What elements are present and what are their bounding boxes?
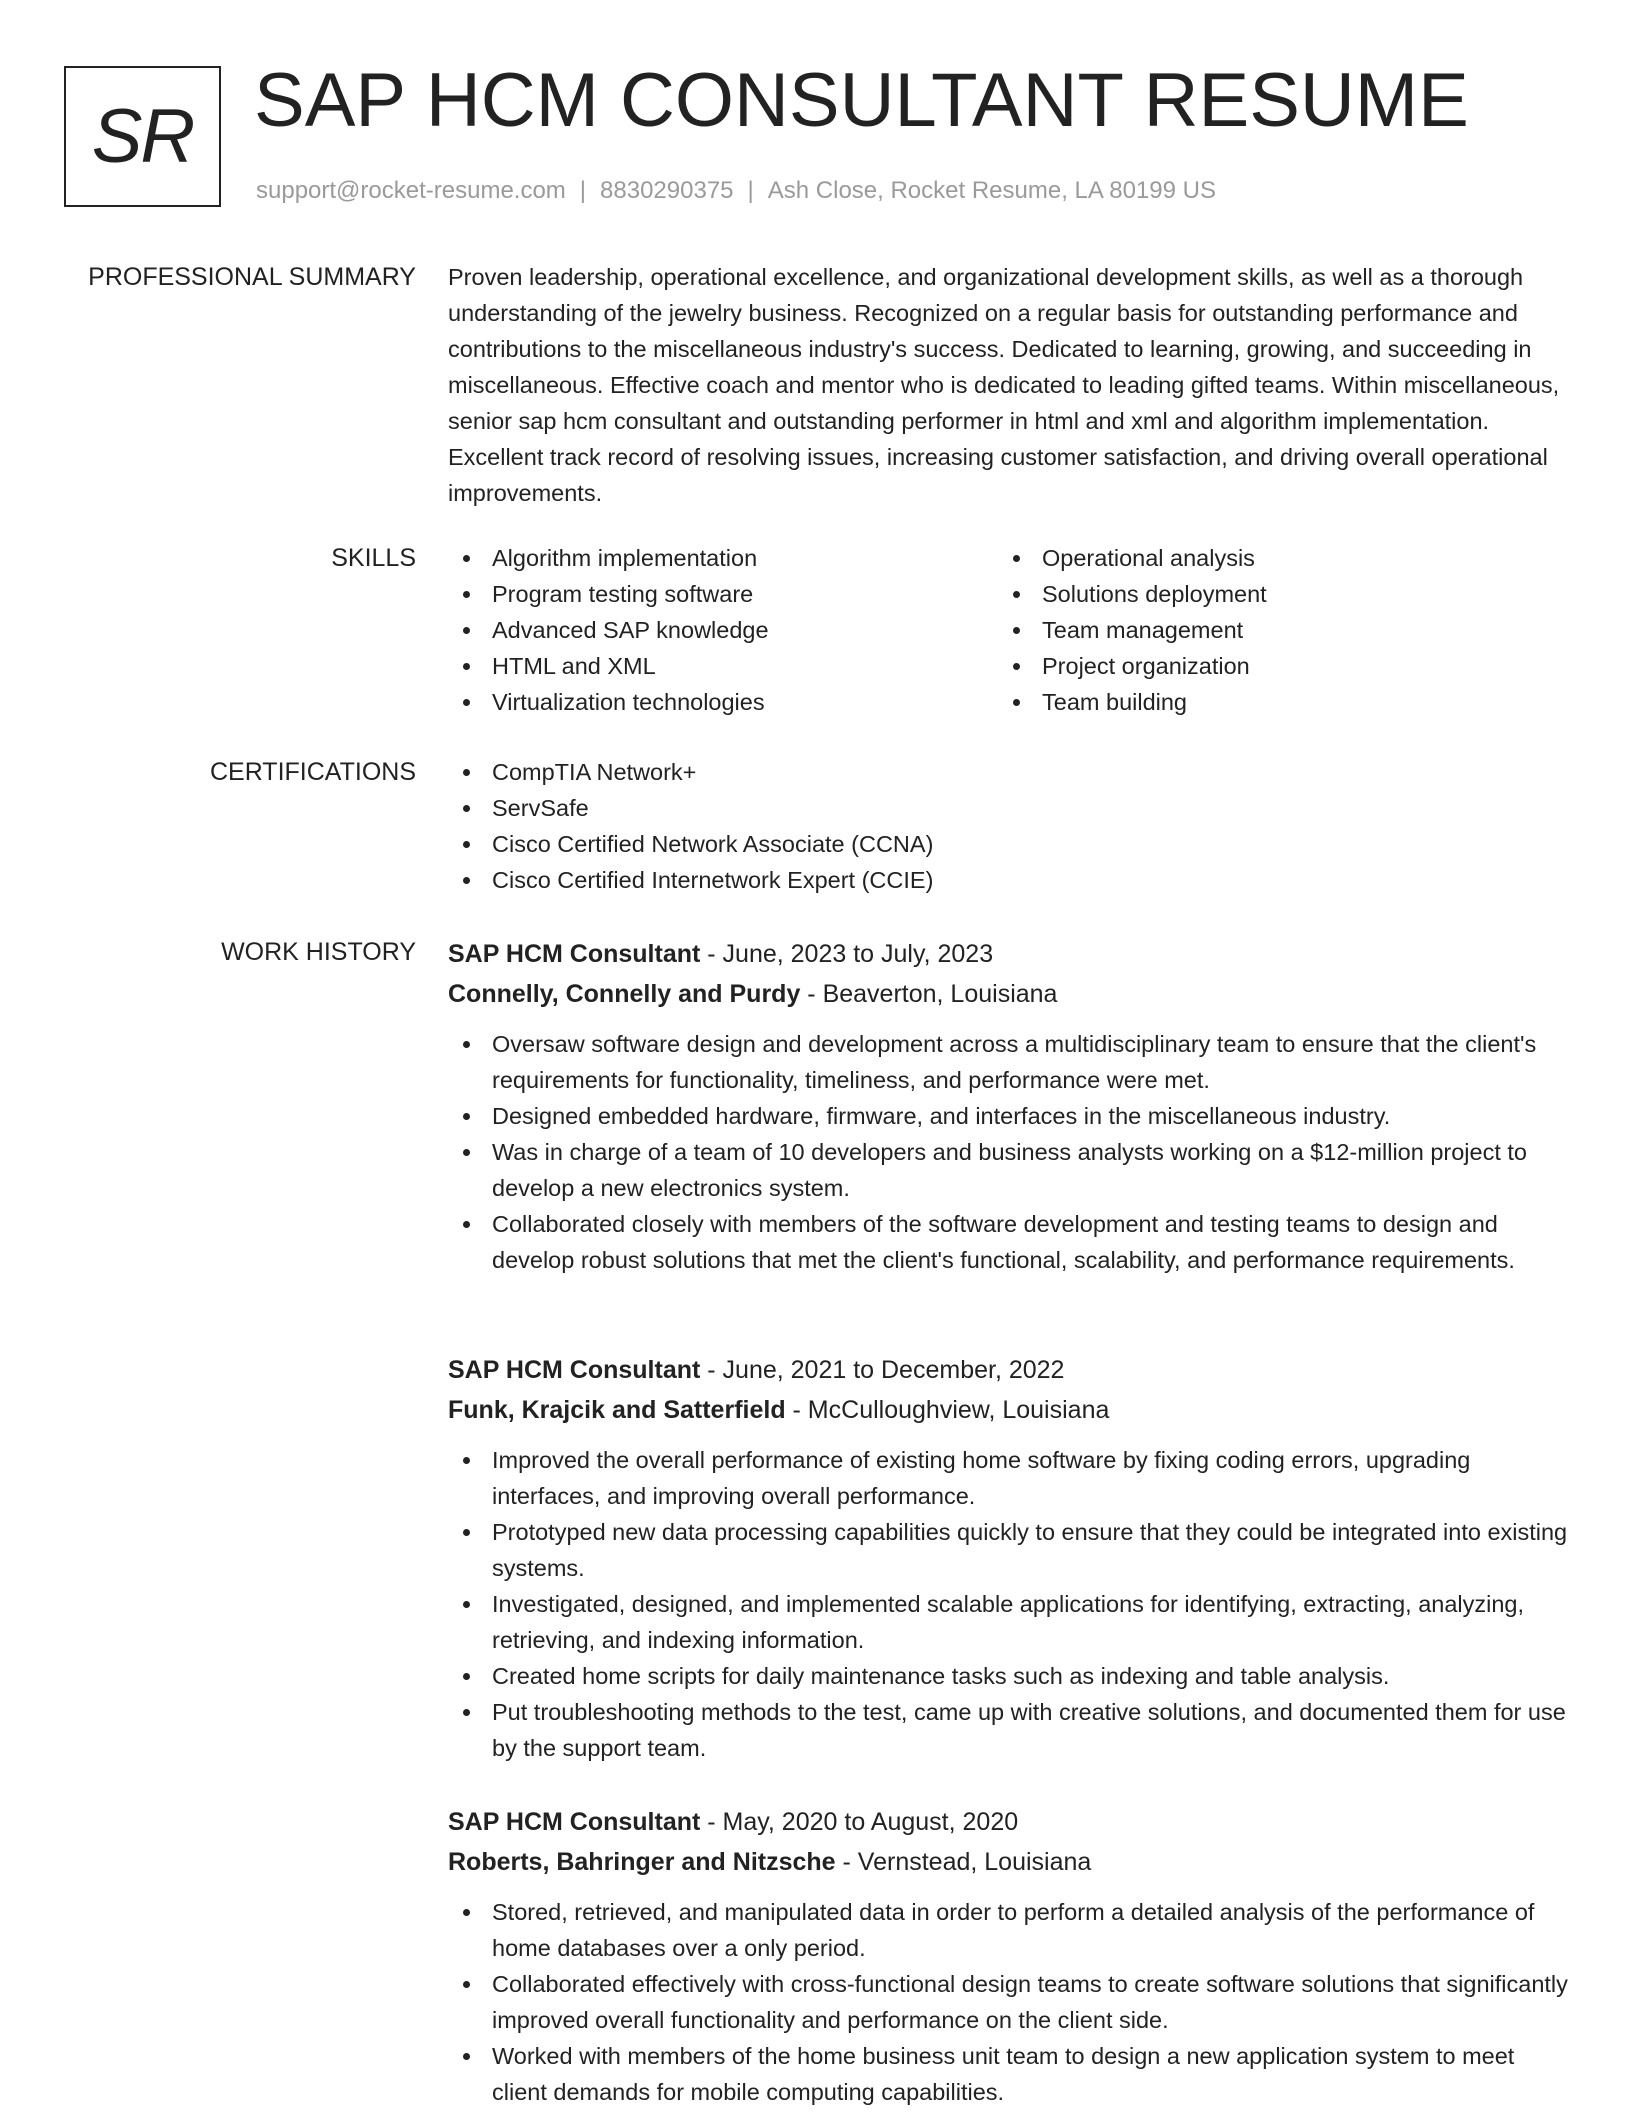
certification-item: Cisco Certified Internetwork Expert (CCIE) xyxy=(448,862,1568,898)
job-company-line xyxy=(448,974,1568,1014)
skills-body xyxy=(448,540,1568,720)
job-entry xyxy=(448,934,1568,1278)
skill-item: Virtualization technologies xyxy=(448,684,998,720)
skill-item: HTML and XML xyxy=(448,648,998,684)
section-heading-skills: SKILLS xyxy=(331,544,416,572)
contact-email[interactable]: support@rocket-resume.com xyxy=(256,177,566,204)
job-title: SAP HCM Consultant xyxy=(448,940,701,968)
job-bullet: Collaborated closely with members of the software development and testing teams to design and develop robust solutions that met the client's functional, scalability, and performance requirements. xyxy=(448,1206,1568,1278)
contact-separator: | xyxy=(747,177,754,204)
job-bullet: Prototyped new data processing capabilities quickly to ensure that they could be integrated into existing systems. xyxy=(448,1514,1568,1586)
section-heading-work-history: WORK HISTORY xyxy=(221,938,416,966)
contact-separator: | xyxy=(579,177,587,204)
job-bullets xyxy=(448,1026,1568,1278)
contact-address: Ash Close, Rocket Resume, LA 80199 US xyxy=(767,177,1216,204)
contact-line xyxy=(256,176,1216,206)
skill-item: Team building xyxy=(998,684,1548,720)
job-company: Connelly, Connelly and Purdy xyxy=(448,980,801,1008)
job-title: SAP HCM Consultant xyxy=(448,1808,701,1836)
section-heading-certifications: CERTIFICATIONS xyxy=(209,758,416,786)
job-location: - Beaverton, Louisiana xyxy=(800,980,1058,1008)
skill-item: Program testing software xyxy=(448,576,998,612)
job-bullets xyxy=(448,1894,1568,2110)
monogram-logo: SR xyxy=(64,66,221,207)
skills-list-right xyxy=(998,540,1548,720)
job-bullet: Created home scripts for daily maintenance tasks such as indexing and table analysis. xyxy=(448,1658,1568,1694)
contact-phone[interactable]: 8830290375 xyxy=(600,177,734,204)
job-bullet: Investigated, designed, and implemented scalable applications for identifying, extracting, analyzing, retrieving, and indexing information. xyxy=(448,1586,1568,1658)
job-company: Funk, Krajcik and Satterfield xyxy=(448,1396,786,1424)
skill-item: Operational analysis xyxy=(998,540,1548,576)
job-bullet: Put troubleshooting methods to the test, came up with creative solutions, and documented them for use by the support team. xyxy=(448,1694,1568,1766)
job-title-line xyxy=(448,1802,1568,1842)
section-heading-summary: PROFESSIONAL SUMMARY xyxy=(88,263,416,291)
certifications-body xyxy=(448,754,1568,898)
job-title-line xyxy=(448,934,1568,974)
skill-item: Algorithm implementation xyxy=(448,540,998,576)
job-bullet: Oversaw software design and development across a multidisciplinary team to ensure that the client's requirements for functionality, timeliness, and performance were met. xyxy=(448,1026,1568,1098)
certification-item: CompTIA Network+ xyxy=(448,754,1568,790)
job-company: Roberts, Bahringer and Nitzsche xyxy=(448,1848,836,1876)
job-title-line xyxy=(448,1350,1568,1390)
skills-list-left xyxy=(448,540,998,720)
skill-item: Advanced SAP knowledge xyxy=(448,612,998,648)
skill-item: Solutions deployment xyxy=(998,576,1548,612)
job-company-line xyxy=(448,1842,1568,1882)
summary-body xyxy=(448,259,1568,511)
job-bullet: Stored, retrieved, and manipulated data in order to perform a detailed analysis of the performance of home databases over a only period. xyxy=(448,1894,1568,1966)
certifications-list xyxy=(448,754,1568,898)
resume-title: SAP HCM CONSULTANT RESUME xyxy=(254,58,1469,143)
job-location: - McCulloughview, Louisiana xyxy=(785,1396,1110,1424)
job-entry xyxy=(448,1350,1568,1766)
job-bullet: Improved the overall performance of existing home software by fixing coding errors, upgrading interfaces, and improving overall performance. xyxy=(448,1442,1568,1514)
certification-item: ServSafe xyxy=(448,790,1568,826)
job-bullet: Collaborated effectively with cross-functional design teams to create software solutions that significantly improved overall functionality and performance on the client side. xyxy=(448,1966,1568,2038)
job-company-line xyxy=(448,1390,1568,1430)
skill-item: Team management xyxy=(998,612,1548,648)
job-location: - Vernstead, Louisiana xyxy=(835,1848,1092,1876)
job-bullets xyxy=(448,1442,1568,1766)
job-entry xyxy=(448,1802,1568,2110)
job-dates: - June, 2021 to December, 2022 xyxy=(700,1356,1065,1384)
summary-text: Proven leadership, operational excellence, and organizational development skills, as well as a thorough understanding of the jewelry business. Recognized on a regular basis for outstanding performance and contributions to the miscellaneous industry's success. Dedicated to learning, growing, and succeeding in miscellaneous. Effective coach and mentor who is dedicated to leading gifted teams. Within miscellaneous, senior sap hcm consultant and outstanding performer in html and xml and algorithm implementation. Excellent track record of resolving issues, increasing customer satisfaction, and driving overall operational improvements. xyxy=(448,264,1560,506)
job-dates: - May, 2020 to August, 2020 xyxy=(700,1808,1019,1836)
job-bullet: Was in charge of a team of 10 developers and business analysts working on a $12-million project to develop a new electronics system. xyxy=(448,1134,1568,1206)
job-bullet: Designed embedded hardware, firmware, and interfaces in the miscellaneous industry. xyxy=(448,1098,1568,1134)
job-dates: - June, 2023 to July, 2023 xyxy=(700,940,994,968)
skill-item: Project organization xyxy=(998,648,1548,684)
job-bullet: Worked with members of the home business unit team to design a new application system to meet client demands for mobile computing capabilities. xyxy=(448,2038,1568,2110)
job-title: SAP HCM Consultant xyxy=(448,1356,701,1384)
certification-item: Cisco Certified Network Associate (CCNA) xyxy=(448,826,1568,862)
